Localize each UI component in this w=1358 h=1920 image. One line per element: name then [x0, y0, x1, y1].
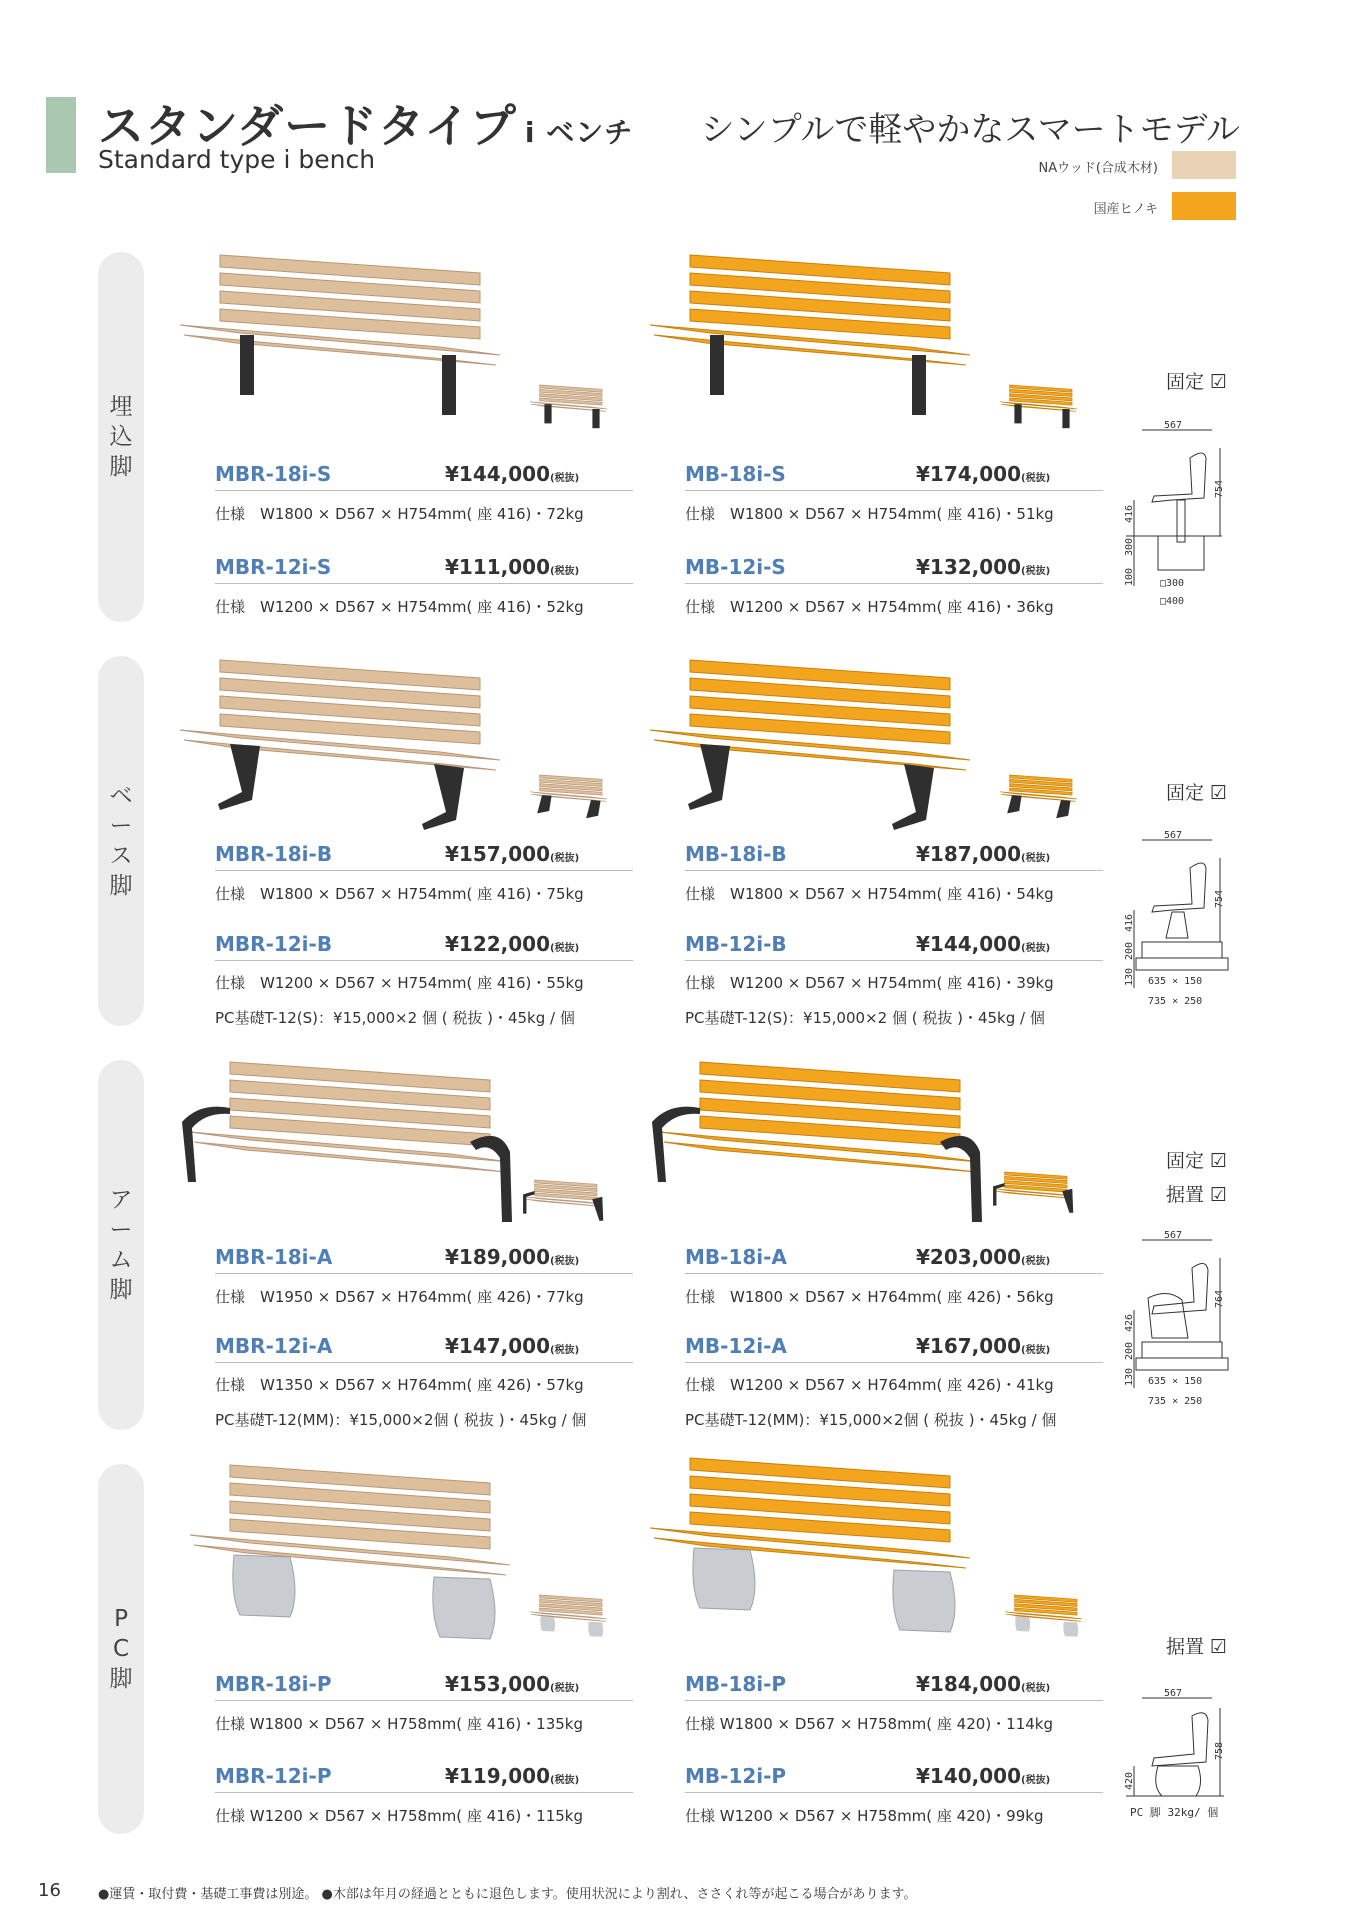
swatch-label-hinoki: 国産ヒノキ — [1093, 202, 1158, 217]
install-label-fixed: 固定 ☑ — [1166, 1150, 1228, 1172]
dim-width: 567 — [1164, 1688, 1183, 1699]
price: ¥187,000(税抜) — [916, 842, 1051, 866]
foundation-note: PC基礎T-12(MM)：¥15,000×2個 ( 税抜 )・45kg / 個 — [215, 1411, 587, 1429]
spec: 仕様 W1200 × D567 × H758mm( 座 420)・99kg — [685, 1807, 1044, 1825]
dim-vertical: 200 — [1124, 1341, 1135, 1360]
spec: 仕様 W1800 × D567 × H758mm( 座 420)・114kg — [685, 1715, 1054, 1733]
price: ¥144,000(税抜) — [445, 462, 580, 486]
dim-width: 567 — [1164, 1230, 1183, 1241]
bench-thumb-mb-b — [1000, 775, 1077, 818]
section-tab-base: ベ ー ス 脚 — [98, 656, 144, 1026]
page-number: 16 — [38, 1880, 61, 1901]
foundation-note: PC基礎T-12(S)：¥15,000×2 個 ( 税抜 )・45kg / 個 — [685, 1009, 1045, 1027]
price: ¥144,000(税抜) — [916, 932, 1051, 956]
model-code: MBR-18i-P — [215, 1672, 332, 1696]
divider — [685, 1273, 1103, 1274]
dim-height: 754 — [1214, 479, 1225, 498]
foundation-note: PC基礎T-12(MM)：¥15,000×2個 ( 税抜 )・45kg / 個 — [685, 1411, 1057, 1429]
dim-vertical: 100 — [1124, 567, 1135, 586]
model-code: MBR-18i-B — [215, 842, 333, 866]
divider — [215, 1273, 633, 1274]
spec: 仕様 W1800 × D567 × H754mm( 座 416)・51kg — [685, 505, 1054, 523]
bench-image-mb-a — [652, 1062, 982, 1222]
install-label-placed: 据置 ☑ — [1166, 1636, 1228, 1658]
divider — [215, 583, 633, 584]
divider — [685, 870, 1103, 871]
dim-seat: 416 — [1124, 504, 1135, 523]
spec: 仕様 W1200 × D567 × H754mm( 座 416)・39kg — [685, 974, 1054, 992]
dim-seat: 420 — [1124, 1771, 1135, 1790]
bench-image-mbr-p — [190, 1465, 510, 1639]
section-tab-arm: ア ー ム 脚 — [98, 1060, 144, 1430]
bench-image-mb-b — [650, 660, 970, 830]
bench-image-mb-p — [650, 1458, 970, 1632]
dim-height: 758 — [1214, 1741, 1225, 1760]
model-code: MBR-18i-A — [215, 1245, 333, 1269]
spec: 仕様 W1200 × D567 × H754mm( 座 416)・52kg — [215, 598, 584, 616]
divider — [215, 490, 633, 491]
dim-width: 567 — [1164, 420, 1183, 431]
spec: 仕様 W1350 × D567 × H764mm( 座 426)・57kg — [215, 1376, 584, 1394]
price: ¥119,000(税抜) — [445, 1764, 580, 1788]
spec: 仕様 W1200 × D567 × H754mm( 座 416)・36kg — [685, 598, 1054, 616]
dim-footing: 635 × 150 — [1148, 1376, 1203, 1387]
price: ¥157,000(税抜) — [445, 842, 580, 866]
install-label-fixed: 固定 ☑ — [1166, 782, 1228, 804]
divider — [215, 1792, 633, 1793]
spec: 仕様 W1800 × D567 × H754mm( 座 416)・54kg — [685, 885, 1054, 903]
divider — [685, 960, 1103, 961]
bench-thumb-mbr-b — [530, 775, 607, 818]
divider — [215, 1700, 633, 1701]
dim-seat: 416 — [1124, 913, 1135, 932]
bench-thumb-mb-s — [1000, 385, 1077, 428]
bench-image-mbr-b — [180, 660, 500, 830]
price: ¥174,000(税抜) — [916, 462, 1051, 486]
divider — [685, 1700, 1103, 1701]
price: ¥147,000(税抜) — [445, 1334, 580, 1358]
spec: 仕様 W1950 × D567 × H764mm( 座 426)・77kg — [215, 1288, 584, 1306]
price: ¥153,000(税抜) — [445, 1672, 580, 1696]
model-code: MB-18i-B — [685, 842, 787, 866]
page-subtitle: Standard type i bench — [98, 145, 376, 174]
dim-footing: 635 × 150 — [1148, 976, 1203, 987]
dimension-diagram-base — [1112, 828, 1232, 1028]
page-title: スタンダードタイプ i ベンチ — [98, 99, 634, 153]
install-label-placed: 据置 ☑ — [1166, 1184, 1228, 1206]
divider — [215, 1362, 633, 1363]
price: ¥132,000(税抜) — [916, 555, 1051, 579]
model-code: MB-12i-P — [685, 1764, 787, 1788]
bench-thumb-mbr-p — [530, 1595, 607, 1637]
model-code: MB-12i-S — [685, 555, 786, 579]
section-tab-pc: P C 脚 — [98, 1464, 144, 1834]
dimension-diagram-arm — [1112, 1228, 1232, 1428]
divider — [215, 870, 633, 871]
dim-vertical: 130 — [1124, 1367, 1135, 1386]
spec: 仕様 W1800 × D567 × H758mm( 座 416)・135kg — [215, 1715, 584, 1733]
dimension-diagram-pc — [1112, 1686, 1232, 1836]
dim-vertical: 300 — [1124, 537, 1135, 556]
dim-width: 567 — [1164, 830, 1183, 841]
foundation-note: PC基礎T-12(S)：¥15,000×2 個 ( 税抜 )・45kg / 個 — [215, 1009, 575, 1027]
model-code: MBR-12i-S — [215, 555, 332, 579]
bench-thumb-mbr-a — [523, 1180, 603, 1221]
spec: 仕様 W1800 × D567 × H754mm( 座 416)・72kg — [215, 505, 584, 523]
footnote: ●運賃・取付費・基礎工事費は別途。 ●木部は年月の経過とともに退色します。使用状況により割れ、ささくれ等が起こる場合があります。 — [98, 1887, 917, 1902]
dim-footing: 735 × 250 — [1148, 996, 1203, 1007]
spec: 仕様 W1200 × D567 × H758mm( 座 416)・115kg — [215, 1807, 584, 1825]
bench-thumb-mb-a — [993, 1172, 1073, 1213]
model-code: MB-18i-P — [685, 1672, 787, 1696]
tagline: シンプルで軽やかなスマートモデル — [700, 110, 1240, 150]
spec: 仕様 W1200 × D567 × H754mm( 座 416)・55kg — [215, 974, 584, 992]
price: ¥140,000(税抜) — [916, 1764, 1051, 1788]
divider — [685, 490, 1103, 491]
price: ¥184,000(税抜) — [916, 1672, 1051, 1696]
dim-footing: □400 — [1160, 596, 1185, 607]
spec: 仕様 W1200 × D567 × H764mm( 座 426)・41kg — [685, 1376, 1054, 1394]
bench-image-mbr-s — [180, 255, 500, 415]
install-label-fixed: 固定 ☑ — [1166, 371, 1228, 393]
price: ¥122,000(税抜) — [445, 932, 580, 956]
model-code: MB-12i-A — [685, 1334, 787, 1358]
dim-height: 764 — [1214, 1289, 1225, 1308]
price: ¥189,000(税抜) — [445, 1245, 580, 1269]
model-code: MBR-18i-S — [215, 462, 332, 486]
model-code: MBR-12i-P — [215, 1764, 332, 1788]
price: ¥203,000(税抜) — [916, 1245, 1051, 1269]
dimension-diagram-embedded — [1112, 418, 1232, 618]
dim-footing: □300 — [1160, 578, 1185, 589]
model-code: MBR-12i-B — [215, 932, 333, 956]
price: ¥167,000(税抜) — [916, 1334, 1051, 1358]
model-code: MB-18i-S — [685, 462, 786, 486]
divider — [685, 583, 1103, 584]
divider — [685, 1362, 1103, 1363]
bench-thumb-mb-p — [1005, 1595, 1082, 1637]
dim-footing: 735 × 250 — [1148, 1396, 1203, 1407]
model-code: MB-18i-A — [685, 1245, 787, 1269]
dim-height: 754 — [1214, 889, 1225, 908]
swatch-label-na-wood: NAウッド(合成木材) — [1038, 161, 1158, 176]
bench-thumb-mbr-s — [530, 385, 607, 428]
bench-image-mbr-a — [182, 1062, 512, 1222]
bench-image-mb-s — [650, 255, 970, 415]
spec: 仕様 W1800 × D567 × H764mm( 座 426)・56kg — [685, 1288, 1054, 1306]
dim-vertical: 200 — [1124, 941, 1135, 960]
dim-seat: 426 — [1124, 1313, 1135, 1332]
dim-vertical: 130 — [1124, 967, 1135, 986]
model-code: MB-12i-B — [685, 932, 787, 956]
divider — [215, 960, 633, 961]
divider — [685, 1792, 1103, 1793]
pc-leg-weight-note: PC 脚 32kg/ 個 — [1130, 1806, 1219, 1819]
spec: 仕様 W1800 × D567 × H754mm( 座 416)・75kg — [215, 885, 584, 903]
section-tab-embedded: 埋 込 脚 — [98, 252, 144, 622]
model-code: MBR-12i-A — [215, 1334, 333, 1358]
price: ¥111,000(税抜) — [445, 555, 580, 579]
